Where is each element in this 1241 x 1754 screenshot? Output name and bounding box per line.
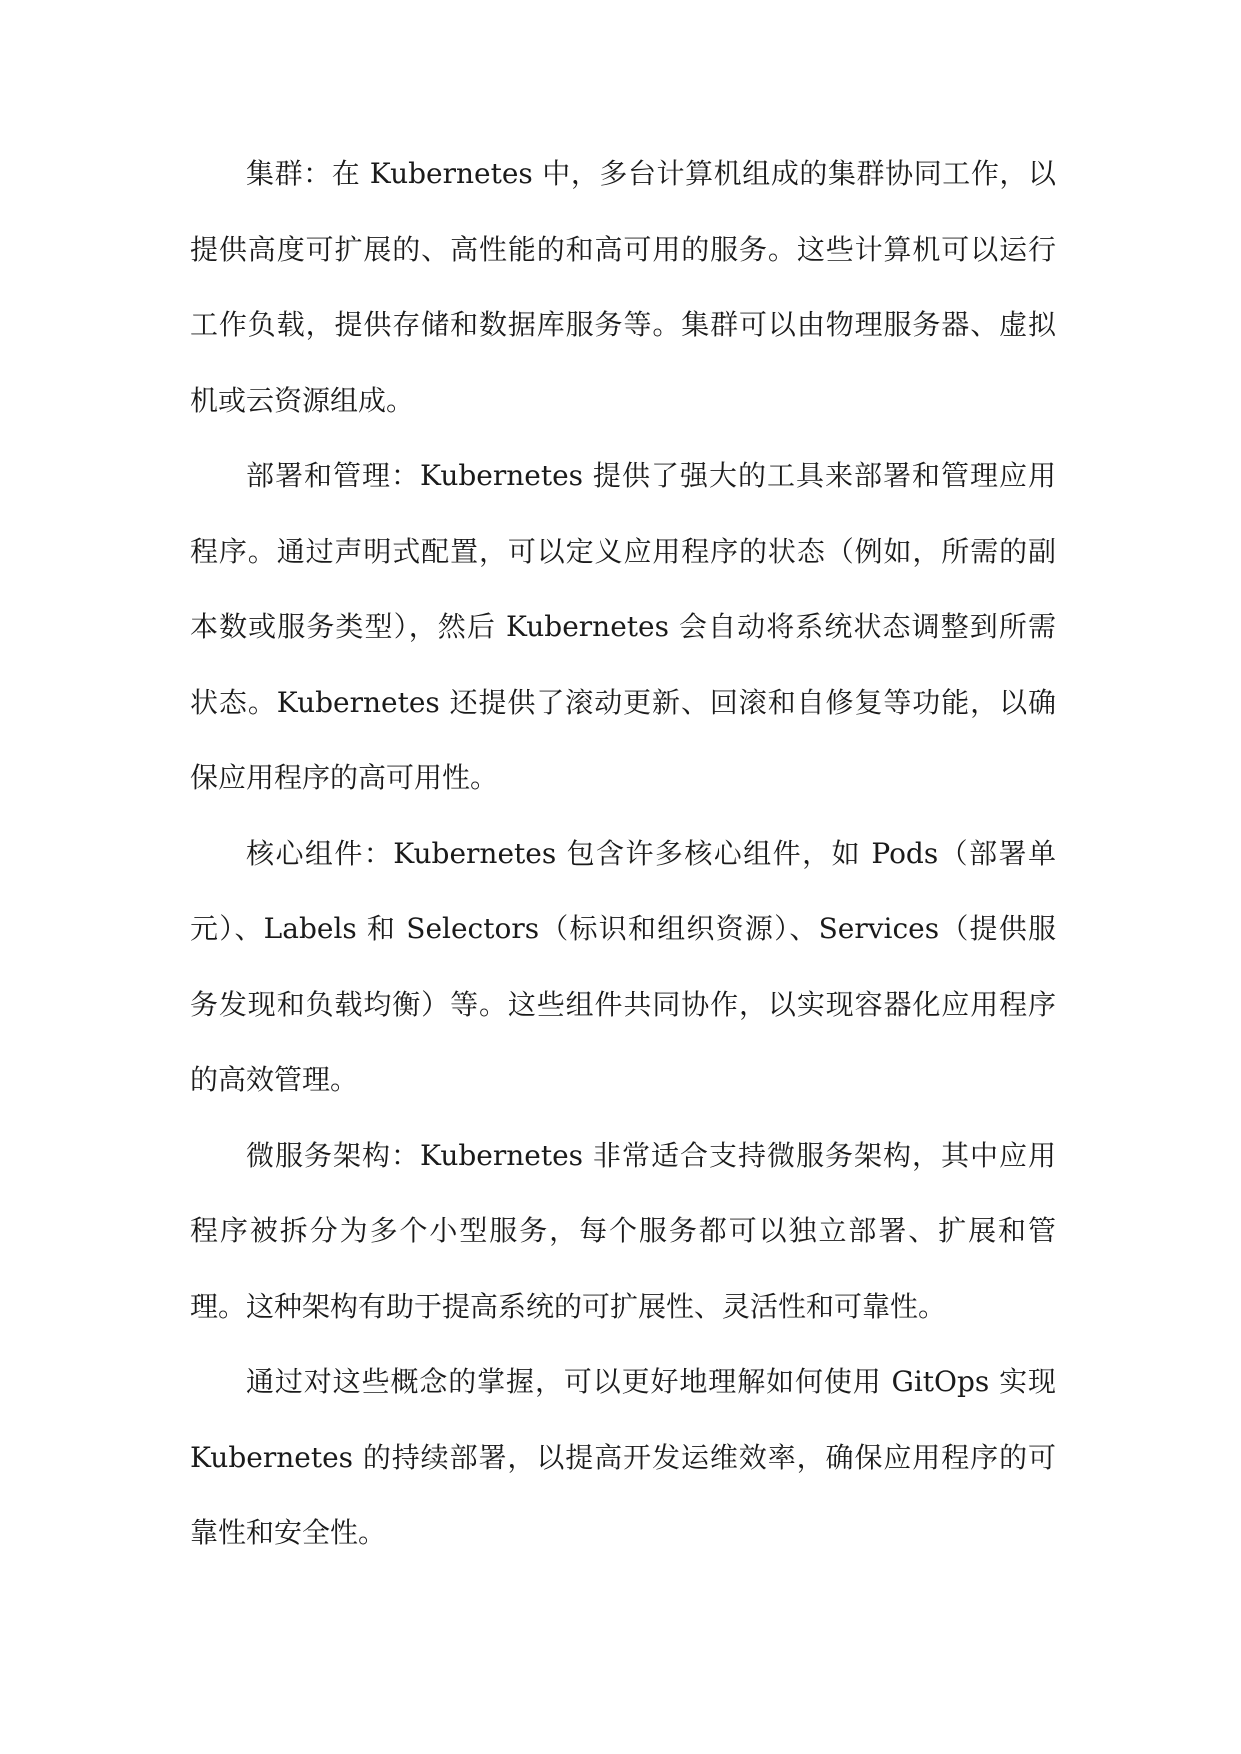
- paragraph-core-components: 核心组件：Kubernetes 包含许多核心组件，如 Pods（部署单元）、Labels 和 Selectors（标识和组织资源）、Services（提供服务发现和负载均衡）等。这些组件共同协作，以实现容器化应用程序的高效管理。: [190, 836, 1056, 1096]
- paragraph-deploy-and-manage: 部署和管理：Kubernetes 提供了强大的工具来部署和管理应用程序。通过声明式配置，可以定义应用程序的状态（例如，所需的副本数或服务类型），然后 Kubernetes 会自动将系统状态调整到所需状态。Kubernetes 还提供了滚动更新、回滚和自修复等功能，以确保应用程序的高可用性。: [190, 459, 1056, 794]
- paragraph-microservices: 微服务架构：Kubernetes 非常适合支持微服务架构，其中应用程序被拆分为多个小型服务，每个服务都可以独立部署、扩展和管理。这种架构有助于提高系统的可扩展性、灵活性和可靠性。: [190, 1138, 1056, 1323]
- paragraph-conclusion: 通过对这些概念的掌握，可以更好地理解如何使用 GitOps 实现 Kubernetes 的持续部署，以提高开发运维效率，确保应用程序的可靠性和安全性。: [190, 1365, 1056, 1549]
- document-page: [190, 136, 1056, 1571]
- paragraph-cluster: 集群：在 Kubernetes 中，多台计算机组成的集群协同工作，以提供高度可扩展的、高性能的和高可用的服务。这些计算机可以运行工作负载，提供存储和数据库服务等。集群可以由物理服务器、虚拟机或云资源组成。: [190, 157, 1056, 417]
